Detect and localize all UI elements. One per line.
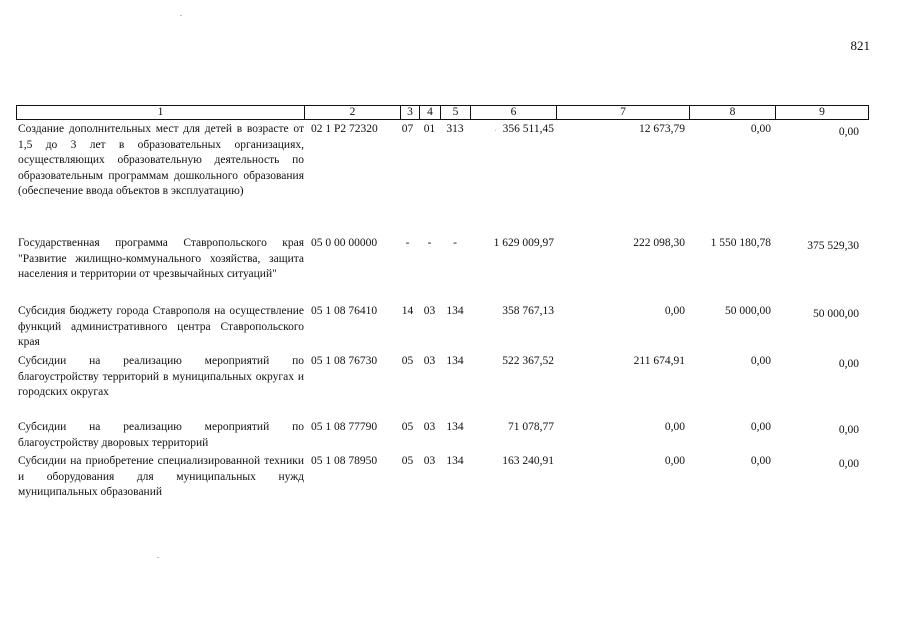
row-col-8: 50 000,00: [725, 305, 771, 317]
row-code: 05 1 08 76410: [311, 305, 378, 317]
row-col-8: 0,00: [750, 421, 771, 433]
row-col-5: -: [453, 237, 457, 249]
row-code: 02 1 P2 72320: [311, 123, 378, 135]
row-col-9: 0,00: [838, 126, 859, 138]
row-col-7: 0,00: [664, 455, 685, 467]
row-col-8: 0,00: [750, 455, 771, 467]
header-col-4: 4: [420, 106, 441, 119]
header-col-5: 5: [441, 106, 471, 119]
row-col-7: 222 098,30: [633, 237, 685, 249]
row-col-6: 522 367,52: [502, 355, 554, 367]
row-col-7: 0,00: [664, 421, 685, 433]
row-col-5: 134: [446, 305, 464, 317]
row-col-5: 134: [446, 421, 464, 433]
row-col-6: 356 511,45: [502, 123, 554, 135]
scan-speck: [180, 15, 182, 16]
row-code: 05 0 00 00000: [311, 237, 378, 249]
header-col-2: 2: [305, 106, 401, 119]
row-col-3: 05: [401, 421, 414, 433]
row-col-6: 163 240,91: [502, 455, 554, 467]
row-col-6: 358 767,13: [502, 305, 554, 317]
row-code: 05 1 08 77790: [311, 421, 378, 433]
row-col-4: 03: [423, 421, 436, 433]
row-col-5: 134: [446, 455, 464, 467]
row-col-3: 07: [401, 123, 414, 135]
row-col-4: 03: [423, 305, 436, 317]
row-col-8: 0,00: [750, 355, 771, 367]
row-col-3: 14: [401, 305, 414, 317]
row-col-4: 03: [423, 355, 436, 367]
row-description: Субсидии на приобретение специализированной техники и оборудования для муниципальных нужд муниципальных образований: [18, 455, 304, 498]
row-col-3: 05: [401, 355, 414, 367]
row-col-4: 03: [423, 455, 436, 467]
row-col-8: 1 550 180,78: [710, 237, 771, 249]
row-description: Субсидия бюджету города Ставрополя на осуществление функций административного центра Ставропольского края: [18, 305, 304, 348]
row-col-3: 05: [401, 455, 414, 467]
row-col-9: 0,00: [838, 424, 859, 436]
row-col-9: 0,00: [838, 458, 859, 470]
page-number: 821: [850, 38, 870, 53]
row-description: Субсидии на реализацию мероприятий по благоустройству территорий в муниципальных округах и городских округах: [18, 355, 304, 398]
row-description: Создание дополнительных мест для детей в возрасте от 1,5 до 3 лет в образовательных организациях, осуществляющих образовательную деятельность по образовательным программам дошкольного образования (обеспечение ввода объектов в эксплуатацию): [18, 123, 304, 197]
row-col-7: 211 674,91: [633, 355, 685, 367]
header-col-1: 1: [17, 106, 305, 119]
row-col-4: -: [427, 237, 432, 249]
row-col-9: 50 000,00: [813, 308, 859, 320]
row-col-6: 71 078,77: [508, 421, 554, 433]
row-col-3: -: [405, 237, 410, 249]
header-col-7: 7: [557, 106, 690, 119]
row-col-6: 1 629 009,97: [493, 237, 554, 249]
row-col-9: 375 529,30: [807, 240, 859, 252]
row-col-5: 313: [446, 123, 464, 135]
row-col-7: 12 673,79: [639, 123, 685, 135]
row-code: 05 1 08 78950: [311, 455, 378, 467]
row-description: Государственная программа Ставропольского края "Развитие жилищно-коммунального хозяйства, защита населения и территории от чрезвычайных ситуаций": [18, 237, 304, 280]
row-col-4: 01: [423, 123, 436, 135]
row-col-8: 0,00: [750, 123, 771, 135]
header-col-9: 9: [819, 106, 825, 118]
row-col-9: 0,00: [838, 358, 859, 370]
table-header: [16, 105, 869, 120]
header-col-6: 6: [471, 106, 557, 119]
row-description: Субсидии на реализацию мероприятий по благоустройству дворовых территорий: [18, 421, 304, 449]
row-code: 05 1 08 76730: [311, 355, 378, 367]
scan-speck: [157, 557, 159, 558]
row-col-5: 134: [446, 355, 464, 367]
row-col-7: 0,00: [664, 305, 685, 317]
header-col-8: 8: [690, 106, 776, 119]
header-col-3: 3: [401, 106, 420, 119]
